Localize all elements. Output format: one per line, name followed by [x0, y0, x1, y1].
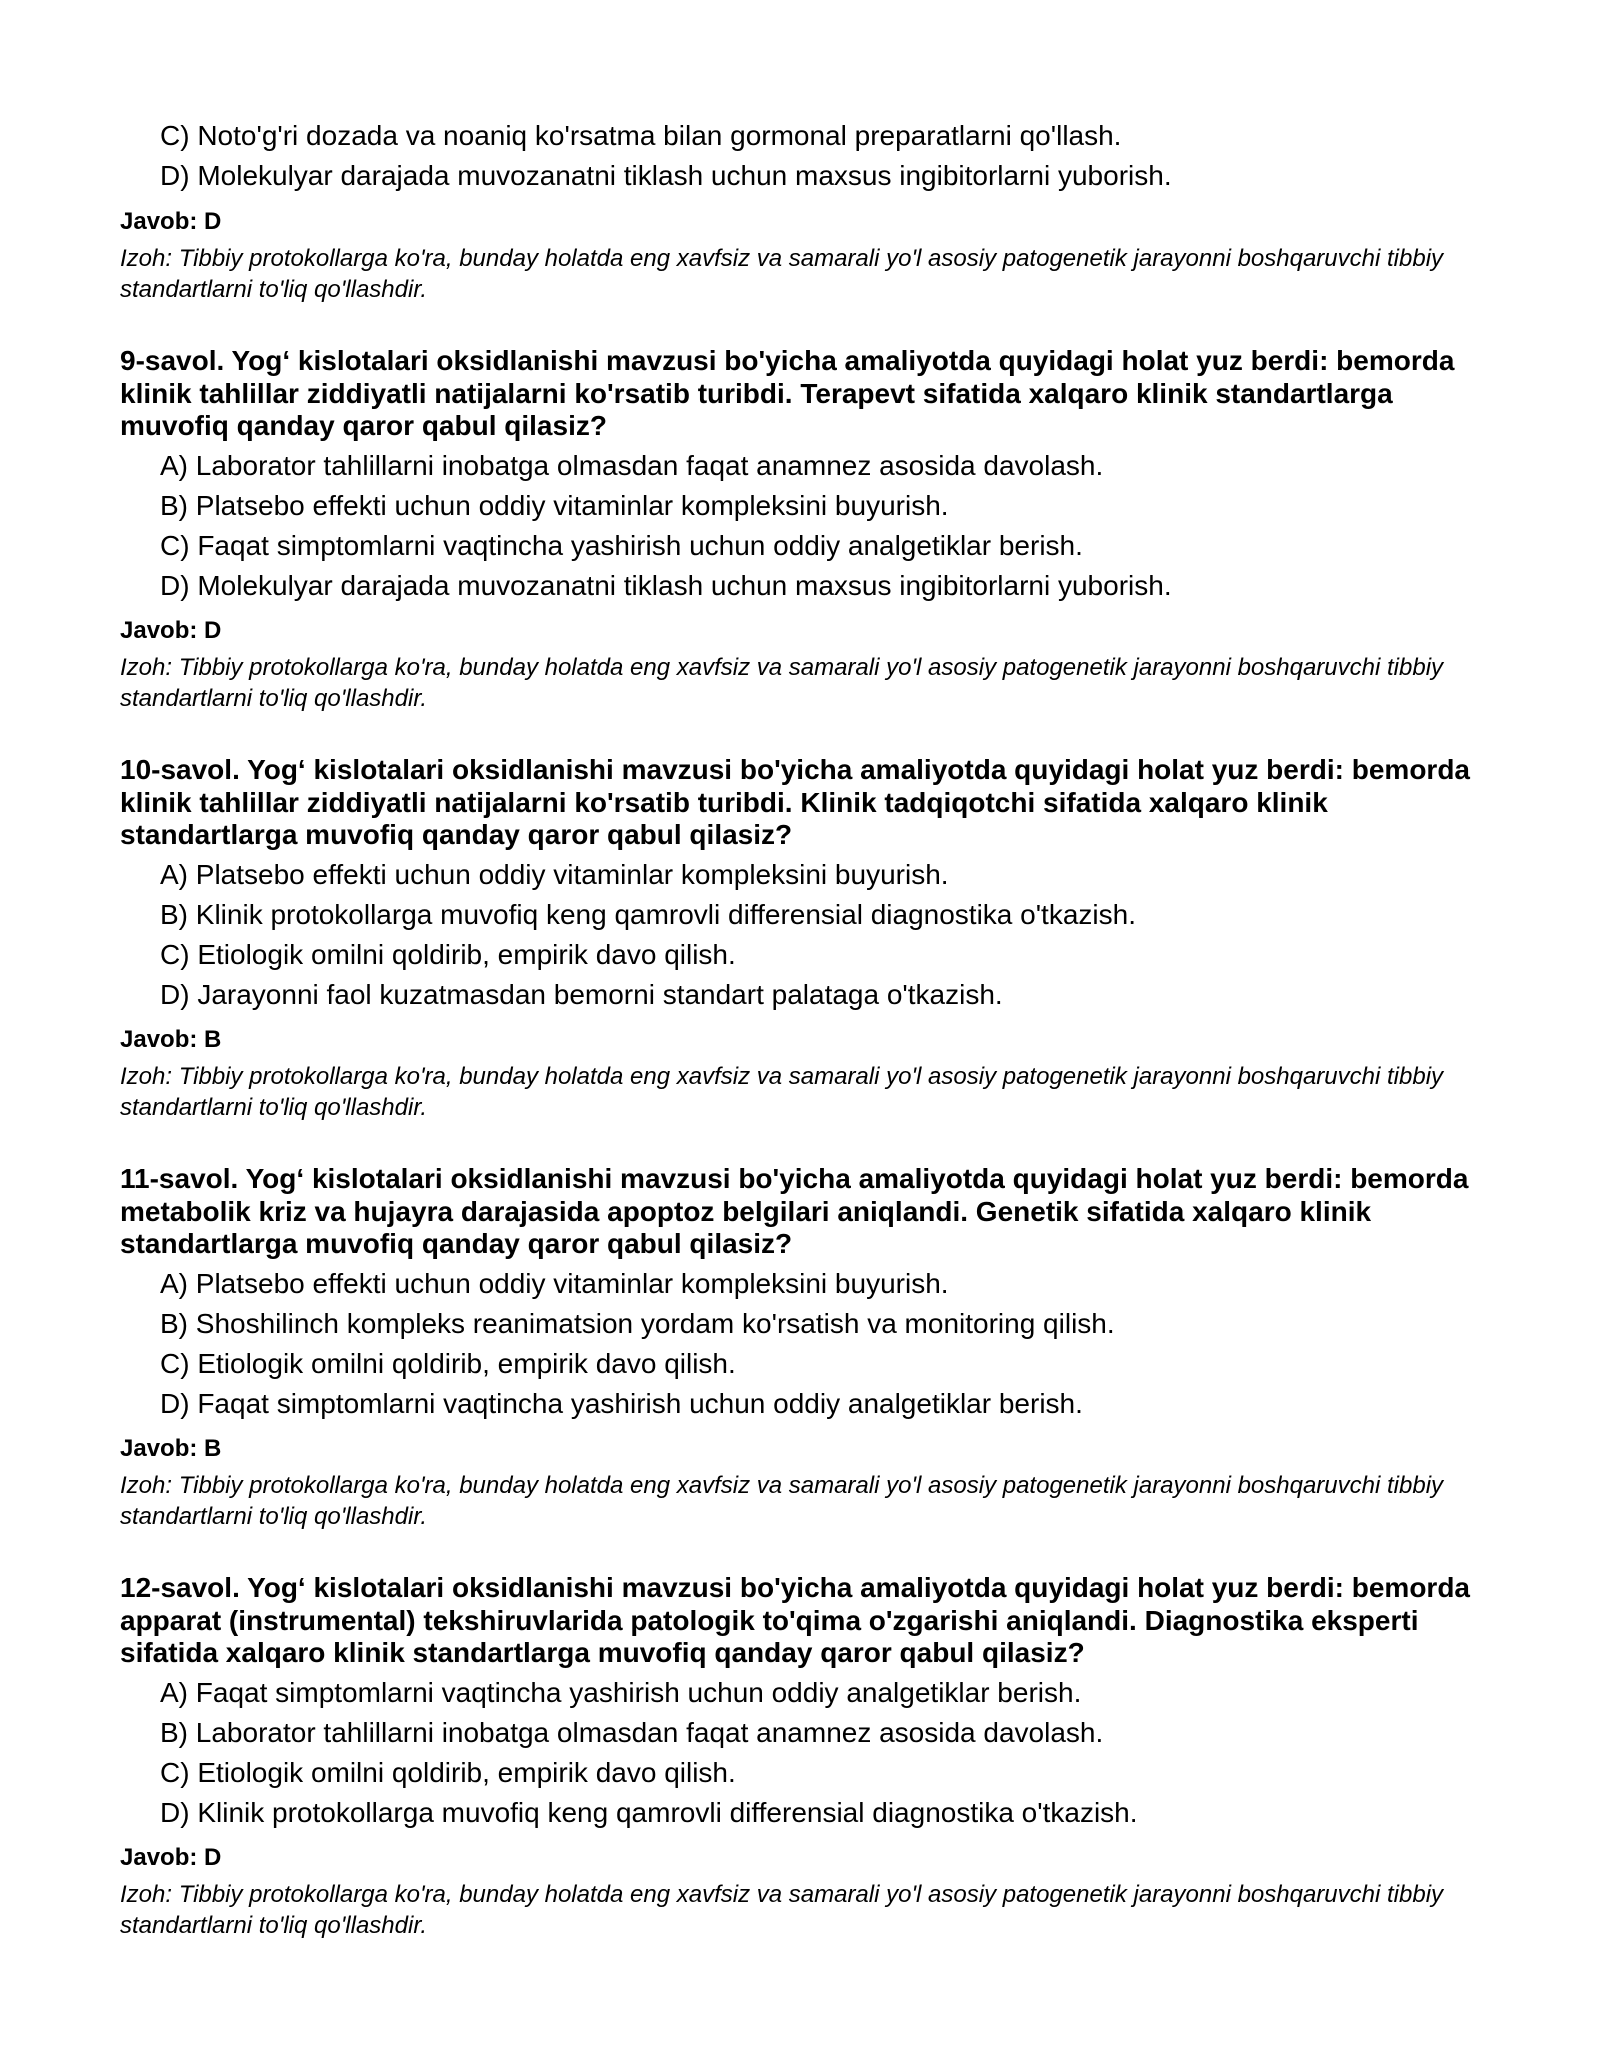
option-c: C) Etiologik omilni qoldirib, empirik davo qilish. — [160, 1348, 736, 1379]
explanation: Izoh: Tibbiy protokollarga ko'ra, bunday holatda eng xavfsiz va samarali yo'l asosiy patogenetik jarayonni boshqaruvchi tibbiy standartlarni to'liq qo'llashdir. — [120, 1472, 1444, 1530]
question-title: 12-savol. Yog‘ kislotalari oksidlanishi mavzusi bo'yicha amaliyotda quyidagi holat yuz berdi: bemorda apparat (instrumental) tekshiruvlarida patologik to'qima o'zgarishi aniqlandi. Diagnostika eksperti sifatida xalqaro klinik standartlarga muvofiq qanday qaror qabul qilasiz? — [120, 1572, 1470, 1668]
option-a: A) Faqat simptomlarni vaqtincha yashirish uchun oddiy analgetiklar berish. — [160, 1677, 1082, 1708]
answer-label: Javob: B — [120, 1435, 222, 1462]
explanation: Izoh: Tibbiy protokollarga ko'ra, bunday holatda eng xavfsiz va samarali yo'l asosiy patogenetik jarayonni boshqaruvchi tibbiy standartlarni to'liq qo'llashdir. — [120, 245, 1444, 303]
question-title: 9-savol. Yog‘ kislotalari oksidlanishi mavzusi bo'yicha amaliyotda quyidagi holat yuz berdi: bemorda klinik tahlillar ziddiyatli natijalarni ko'rsatib turibdi. Terapevt sifatida xalqaro klinik standartlarga muvofiq qanday qaror qabul qilasiz? — [120, 345, 1455, 441]
answer-label: Javob: B — [120, 1026, 222, 1053]
option-b: B) Klinik protokollarga muvofiq keng qamrovli differensial diagnostika o'tkazish. — [160, 899, 1136, 930]
answer-label: Javob: D — [120, 1844, 222, 1871]
answer-label: Javob: D — [120, 617, 222, 644]
option-c: C) Noto'g'ri dozada va noaniq ko'rsatma bilan gormonal preparatlarni qo'llash. — [160, 120, 1122, 151]
option-b: B) Laborator tahlillarni inobatga olmasdan faqat anamnez asosida davolash. — [160, 1717, 1104, 1748]
option-d: D) Molekulyar darajada muvozanatni tiklash uchun maxsus ingibitorlarni yuborish. — [160, 570, 1172, 601]
option-c: C) Etiologik omilni qoldirib, empirik davo qilish. — [160, 939, 736, 970]
option-c: C) Faqat simptomlarni vaqtincha yashirish uchun oddiy analgetiklar berish. — [160, 530, 1083, 561]
question-title: 11-savol. Yog‘ kislotalari oksidlanishi mavzusi bo'yicha amaliyotda quyidagi holat yuz berdi: bemorda metabolik kriz va hujayra darajasida apoptoz belgilari aniqlandi. Genetik sifatida xalqaro klinik standartlarga muvofiq qanday qaror qabul qilasiz? — [120, 1163, 1469, 1259]
option-b: B) Platsebo effekti uchun oddiy vitaminlar kompleksini buyurish. — [160, 490, 949, 521]
explanation: Izoh: Tibbiy protokollarga ko'ra, bunday holatda eng xavfsiz va samarali yo'l asosiy patogenetik jarayonni boshqaruvchi tibbiy standartlarni to'liq qo'llashdir. — [120, 654, 1444, 712]
option-a: A) Platsebo effekti uchun oddiy vitaminlar kompleksini buyurish. — [160, 1268, 949, 1299]
option-a: A) Platsebo effekti uchun oddiy vitaminlar kompleksini buyurish. — [160, 859, 949, 890]
option-d: D) Molekulyar darajada muvozanatni tiklash uchun maxsus ingibitorlarni yuborish. — [160, 160, 1172, 191]
explanation: Izoh: Tibbiy protokollarga ko'ra, bunday holatda eng xavfsiz va samarali yo'l asosiy patogenetik jarayonni boshqaruvchi tibbiy standartlarni to'liq qo'llashdir. — [120, 1881, 1444, 1939]
explanation: Izoh: Tibbiy protokollarga ko'ra, bunday holatda eng xavfsiz va samarali yo'l asosiy patogenetik jarayonni boshqaruvchi tibbiy standartlarni to'liq qo'llashdir. — [120, 1063, 1444, 1121]
option-d: D) Faqat simptomlarni vaqtincha yashirish uchun oddiy analgetiklar berish. — [160, 1388, 1083, 1419]
answer-label: Javob: D — [120, 208, 222, 235]
question-title: 10-savol. Yog‘ kislotalari oksidlanishi mavzusi bo'yicha amaliyotda quyidagi holat yuz berdi: bemorda klinik tahlillar ziddiyatli natijalarni ko'rsatib turibdi. Klinik tadqiqotchi sifatida xalqaro klinik standartlarga muvofiq qanday qaror qabul qilasiz? — [120, 754, 1470, 850]
option-c: C) Etiologik omilni qoldirib, empirik davo qilish. — [160, 1757, 736, 1788]
option-b: B) Shoshilinch kompleks reanimatsion yordam ko'rsatish va monitoring qilish. — [160, 1308, 1115, 1339]
option-a: A) Laborator tahlillarni inobatga olmasdan faqat anamnez asosida davolash. — [160, 450, 1104, 481]
option-d: D) Klinik protokollarga muvofiq keng qamrovli differensial diagnostika o'tkazish. — [160, 1797, 1138, 1828]
option-d: D) Jarayonni faol kuzatmasdan bemorni standart palataga o'tkazish. — [160, 979, 1003, 1010]
